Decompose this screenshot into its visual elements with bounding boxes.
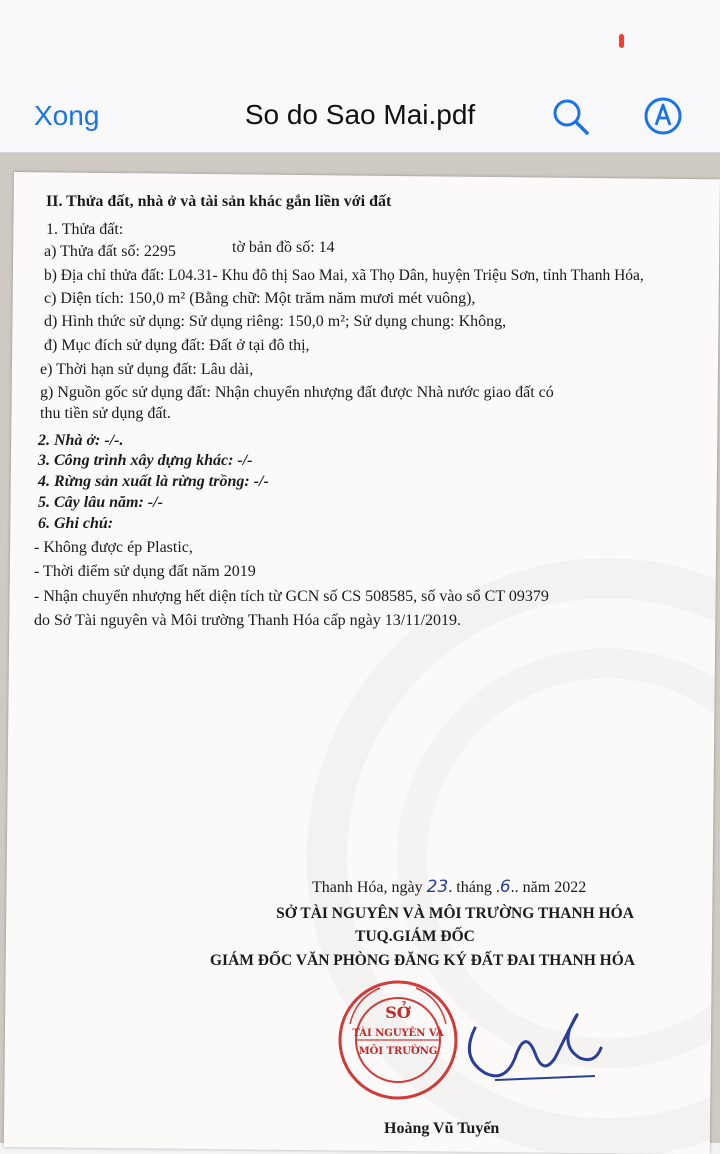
svg-text:SỞ: SỞ — [385, 1003, 411, 1022]
parcel-number: a) Thửa đất số: 2295 — [44, 243, 176, 260]
signer-name: Hoàng Vũ Tuyến — [384, 1120, 500, 1137]
note-item: - Thời điểm sử dụng đất năm 2019 — [34, 563, 256, 580]
note-item: - Nhận chuyển nhượng hết diện tích từ GCN số CS 508585, số vào sổ CT 09379 — [34, 588, 549, 605]
land-origin: g) Nguồn gốc sử dụng đất: Nhận chuyển nhượng đất được Nhà nước giao đất có — [40, 384, 554, 401]
done-button[interactable]: Xong — [34, 100, 100, 131]
perennial-trees-item: 5. Cây lâu năm: -/- — [38, 494, 163, 511]
forest-item: 4. Rừng sản xuất là rừng trồng: -/- — [38, 473, 269, 490]
section-title: II. Thửa đất, nhà ở và tài sản khác gắn liền với đất — [46, 193, 392, 210]
date-day: 23 — [426, 877, 449, 897]
org-name: SỞ TÀI NGUYÊN VÀ MÔI TRƯỜNG THANH HÓA — [276, 905, 634, 922]
date-month-label: . tháng . — [448, 879, 500, 896]
parcel-area: c) Diện tích: 150,0 m² (Bằng chữ: Một trăm năm mươi mét vuông), — [44, 290, 476, 307]
svg-text:MÔI TRƯỜNG: MÔI TRƯỜNG — [358, 1046, 438, 1057]
usage-purpose: đ) Mục đích sử dụng đất: Đất ở tại đô thị, — [44, 337, 310, 354]
note-item: do Sở Tài nguyên và Môi trường Thanh Hóa cấp ngày 13/11/2019. — [34, 612, 462, 629]
other-works-item: 3. Công trình xây dựng khác: -/- — [38, 452, 253, 469]
date-line — [312, 877, 586, 897]
land-origin-cont: thu tiền sử dụng đất. — [40, 405, 171, 422]
date-suffix: .. năm 2022 — [510, 879, 587, 896]
usage-term: e) Thời hạn sử dụng đất: Lâu dài, — [40, 361, 254, 378]
svg-text:TÀI NGUYÊN VÀ: TÀI NGUYÊN VÀ — [352, 1028, 444, 1039]
official-seal-icon — [336, 978, 460, 1102]
signer-authority: TUQ.GIÁM ĐỐC — [355, 928, 475, 945]
signer-title: GIÁM ĐỐC VĂN PHÒNG ĐĂNG KÝ ĐẤT ĐAI THANH HÓA — [210, 952, 635, 969]
usage-form: d) Hình thức sử dụng: Sử dụng riêng: 150,0 m²; Sử dụng chung: Không, — [44, 313, 507, 330]
text-line: 1. Thửa đất: — [46, 221, 124, 238]
signature-icon — [455, 998, 605, 1088]
date-prefix: Thanh Hóa, ngày — [312, 879, 423, 896]
house-item: 2. Nhà ở: -/-. — [38, 432, 124, 449]
notes-heading: 6. Ghi chú: — [38, 515, 114, 532]
map-sheet-number: tờ bản đồ số: 14 — [232, 239, 335, 256]
date-month: 6 — [499, 877, 511, 897]
parcel-address: b) Địa chỉ thửa đất: L04.31- Khu đô thị Sao Mai, xã Thọ Dân, huyện Triệu Sơn, tỉnh Thanh Hóa, — [44, 267, 644, 284]
document-title-text: So do Sao Mai.pdf — [244, 99, 476, 130]
note-item: - Không được ép Plastic, — [34, 539, 193, 556]
